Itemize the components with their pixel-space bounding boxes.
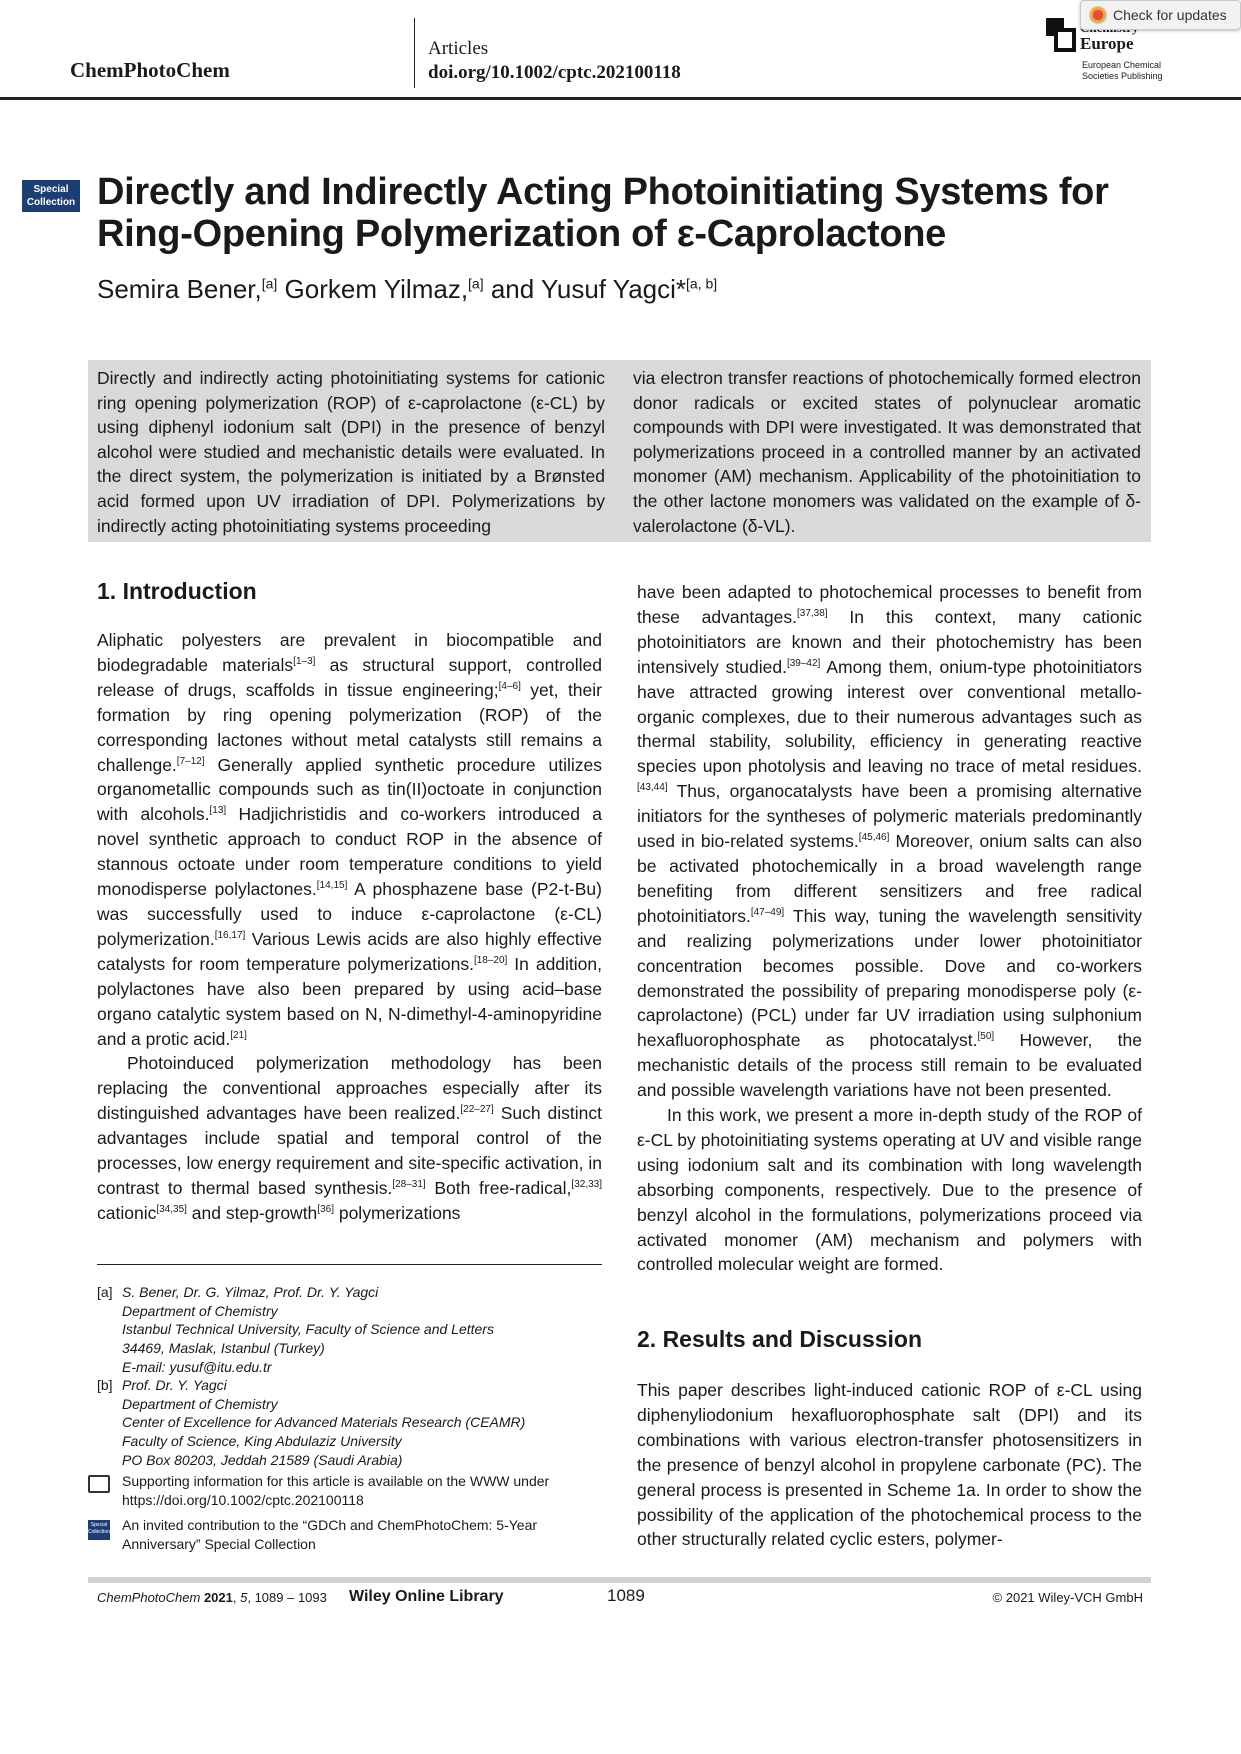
citation-ref[interactable]: [13] [209, 805, 227, 817]
publisher-line2: Europe [1080, 34, 1134, 53]
author-name: Gorkem Yilmaz, [277, 274, 469, 304]
affiliation-marker: [a] [468, 275, 484, 292]
check-updates-button[interactable] [1080, 0, 1241, 30]
citation-ref[interactable]: [4–6] [498, 680, 521, 692]
citation-ref[interactable]: [18–20] [473, 954, 508, 966]
abstract-left: Directly and indirectly acting photoinitiating systems for cationic ring opening polymerization (ROP) of ε-caprolactone (ε-CL) by using diphenyl iodonium salt (DPI) in the presence of benzyl alcohol were studied and mechanistic details were evaluated. In the direct system, the polymerization is initiated by a Brønsted acid formed upon UV irradiation of DPI. Polymerizations by indirectly acting photoinitiating systems proceeding [97, 368, 605, 536]
citation-ref[interactable]: [43,44] [637, 782, 668, 794]
wiley-online-library-link[interactable]: Wiley Online Library [349, 1588, 504, 1605]
right-paragraph-2: In this work, we present a more in-depth study of the ROP of ε-CL by photoinitiating systems operating at UV and visible range using iodonium salt and its combination with long wavelength absorbing components, respectively. Due to the presence of benzyl alcohol in the formulations, polymerizations proceed via activated monomer (AM) mechanism and polymers with controlled molecular weight are formed. [637, 1105, 1142, 1275]
affiliation-marker: [a] [261, 275, 278, 292]
citation-ref[interactable]: [34,35] [156, 1204, 187, 1216]
results-body [637, 1378, 1142, 1552]
right-column-body [637, 580, 1142, 1277]
footnote-b-line: Faculty of Science, King Abdulaziz University [122, 1433, 402, 1450]
author-name: and Yusuf Yagci* [483, 274, 687, 304]
citation-ref[interactable]: [16,17] [214, 930, 246, 942]
footnote-a-line: Department of Chemistry [122, 1302, 278, 1319]
abstract-box [88, 360, 1151, 542]
footnote-b-line: Prof. Dr. Y. Yagci [122, 1377, 227, 1393]
crossmark-icon [1089, 6, 1107, 24]
intro-body [97, 628, 602, 1226]
footer-year: 2021 [203, 1590, 233, 1605]
footer-volume: 5 [240, 1590, 248, 1605]
supporting-info-icon [88, 1475, 110, 1493]
affiliation-marker: [a, b] [686, 275, 718, 292]
footnote-rule [97, 1264, 602, 1265]
badge-line2: Collection [26, 197, 76, 208]
footnote-b-line: Center of Excellence for Advanced Materials Research (CEAMR) [122, 1414, 526, 1431]
citation-ref[interactable]: [36] [317, 1204, 334, 1216]
citation-ref[interactable]: [28–31] [392, 1179, 426, 1191]
publisher-sub2: Societies Publishing [1082, 71, 1163, 81]
footer-pages: , 1089 – 1093 [247, 1590, 327, 1605]
footnote-a-line: S. Bener, Dr. G. Yilmaz, Prof. Dr. Y. Yagci [122, 1284, 379, 1300]
chemistry-europe-logo-icon [1046, 18, 1076, 52]
check-updates-label: Check for updates [1113, 7, 1227, 23]
copyright: © 2021 Wiley-VCH GmbH [992, 1590, 1143, 1605]
footnote-a-line: 34469, Maslak, Istanbul (Turkey) [122, 1340, 325, 1357]
citation-ref[interactable]: [1–3] [293, 656, 316, 668]
citation-ref[interactable]: [50] [977, 1031, 995, 1043]
right-paragraph-1: have been adapted to photochemical processes to benefit from these advantages.[37,38] In this context, many cationic photoinitiators are known and their photochemistry has been intensively studied.[39–42] Among them, onium-type photoinitiators have attracted growing interest over conventional metallo-organic complexes, due to their numerous advantages such as thermal stability, solubility, efficiency in generating reactive species upon photolysis and leaving no trace of metal residues.[43,44] Thus, organocatalysts have been a promising alternative initiators for the syntheses of polymeric materials predominantly used in bio-related systems.[45,46] Moreover, onium salts can also be activated photochemically in a broad wavelength range benefiting from different sensitizers and free radical photoinitiators.[47–49] This way, tuning the wavelength sensitivity and realizing polymerizations under lower photoinitiator concentration becomes possible. Dove and co-workers demonstrated the possibility of preparing monodisperse poly (ε-caprolactone) (PCL) under far UV irradiation using sulphonium hexafluorophosphate as photocatalyst.[50] However, the mechanistic details of the process still remain to be evaluated and possible wavelength variations have not been presented. [637, 582, 1142, 1101]
special-collection-note: An invited contribution to the “GDCh and ChemPhotoChem: 5-Year Anniversary” Special Collection [122, 1517, 538, 1552]
results-heading: 2. Results and Discussion [637, 1326, 923, 1352]
journal-name: ChemPhotoChem [70, 58, 230, 82]
header-separator [414, 18, 415, 88]
citation-ref[interactable]: [14,15] [316, 880, 348, 892]
doi-link[interactable]: doi.org/10.1002/cptc.202100118 [428, 62, 681, 83]
footnote-b-line: PO Box 80203, Jeddah 21589 (Saudi Arabia) [122, 1451, 403, 1468]
badge-line1: Special [33, 184, 69, 195]
footnote-b [122, 1376, 525, 1470]
citation-ref[interactable]: [21] [230, 1029, 247, 1041]
supporting-info-note[interactable]: Supporting information for this article is available on the WWW under https://doi.org/10.1002/cptc.202100118 [122, 1473, 550, 1508]
footnote-a-email[interactable]: E-mail: yusuf@itu.edu.tr [122, 1358, 272, 1375]
abstract-right: via electron transfer reactions of photochemically formed electron donor radicals or excited states of polynuclear aromatic compounds with DPI were investigated. It was demonstrated that polymerizations proceed in a controlled manner by an activated monomer (AM) mechanism. Applicability of the photoinitiation to the other lactone monomers was validated on the example of δ- valerolactone (δ-VL). [633, 368, 1141, 536]
footnote-a-tag: [a] [97, 1284, 113, 1300]
citation-ref[interactable]: [37,38] [797, 608, 828, 620]
citation-ref[interactable]: [39–42] [786, 657, 821, 669]
footer-journal: ChemPhotoChem [97, 1590, 201, 1605]
publisher-sub1: European Chemical [1082, 60, 1162, 70]
special-collection-icon: Special Collection [88, 1520, 110, 1540]
footer-bar [88, 1577, 1151, 1583]
citation-ref[interactable]: [45,46] [858, 832, 890, 844]
citation-ref[interactable]: [32,33] [571, 1179, 603, 1191]
article-title [97, 171, 1137, 255]
author-name: Semira Bener, [97, 274, 262, 304]
intro-paragraph-1: Aliphatic polyesters are prevalent in biocompatible and biodegradable materials[1–3] as structural support, controlled release of drugs, scaffolds in tissue engineering;[4–6] yet, their formation by ring opening polymerization (ROP) of the corresponding lactones without metal catalysts still remains a challenge.[7–12] Generally applied synthetic procedure utilizes organometallic compounds such as tin(II)octoate in conjunction with alcohols.[13] Hadjichristidis and co-workers introduced a novel synthetic approach to conduct ROP in the absence of stannous octoate under room temperature conditions to yield monodisperse polylactones.[14,15] A phosphazene base (P2-t-Bu) was successfully used to induce ε-caprolactone (ε-CL) polymerization.[16,17] Various Lewis acids are also highly effective catalysts for room temperature polymerizations.[18–20] In addition, polylactones have also been prepared by using acid–base organo catalytic system based on N, N-dimethyl-4-aminopyridine and a protic acid.[21] [97, 630, 602, 1049]
author-list [97, 274, 717, 305]
special-collection-badge [22, 180, 80, 212]
page-number: 1089 [607, 1586, 645, 1605]
citation-ref[interactable]: [47–49] [750, 906, 785, 918]
title-line2: Ring-Opening Polymerization of ε-Caprolactone [97, 213, 947, 255]
intro-paragraph-2: Photoinduced polymerization methodology has been replacing the conventional approaches especially after its distinguished advantages have been realized.[22–27] Such distinct advantages include spatial and temporal control of the processes, low energy requirement and site-specific activation, in contrast to thermal based synthesis.[28–31] Both free-radical,[32,33] cationic[34,35] and step-growth[36] polymerizations [97, 1053, 603, 1223]
footnote-b-line: Department of Chemistry [122, 1395, 278, 1412]
header-rule [0, 97, 1241, 100]
results-paragraph-1: This paper describes light-induced cationic ROP of ε-CL using diphenyliodonium hexafluorophosphate salt (DPI) and its combinations with various electron-transfer photosensitizers in the presence of benzyl alcohol in propylene carbonate (PC). The general process is presented in Scheme 1a. In order to show the possibility of the application of the photochemical process to the other structurally related cyclic esters, polymer- [637, 1380, 1142, 1550]
citation-ref[interactable]: [7–12] [176, 755, 205, 767]
footnote-a [122, 1283, 494, 1377]
intro-heading: 1. Introduction [97, 578, 257, 604]
footnote-a-line: Istanbul Technical University, Faculty of Science and Letters [122, 1321, 494, 1338]
footnote-b-tag: [b] [97, 1377, 113, 1393]
section-label: Articles [428, 38, 489, 59]
title-line1: Directly and Indirectly Acting Photoinitiating Systems for [97, 171, 1109, 213]
footer-citation: ChemPhotoChem 2021, 5, 1089 – 1093 [97, 1590, 327, 1605]
citation-ref[interactable]: [22–27] [460, 1104, 494, 1116]
